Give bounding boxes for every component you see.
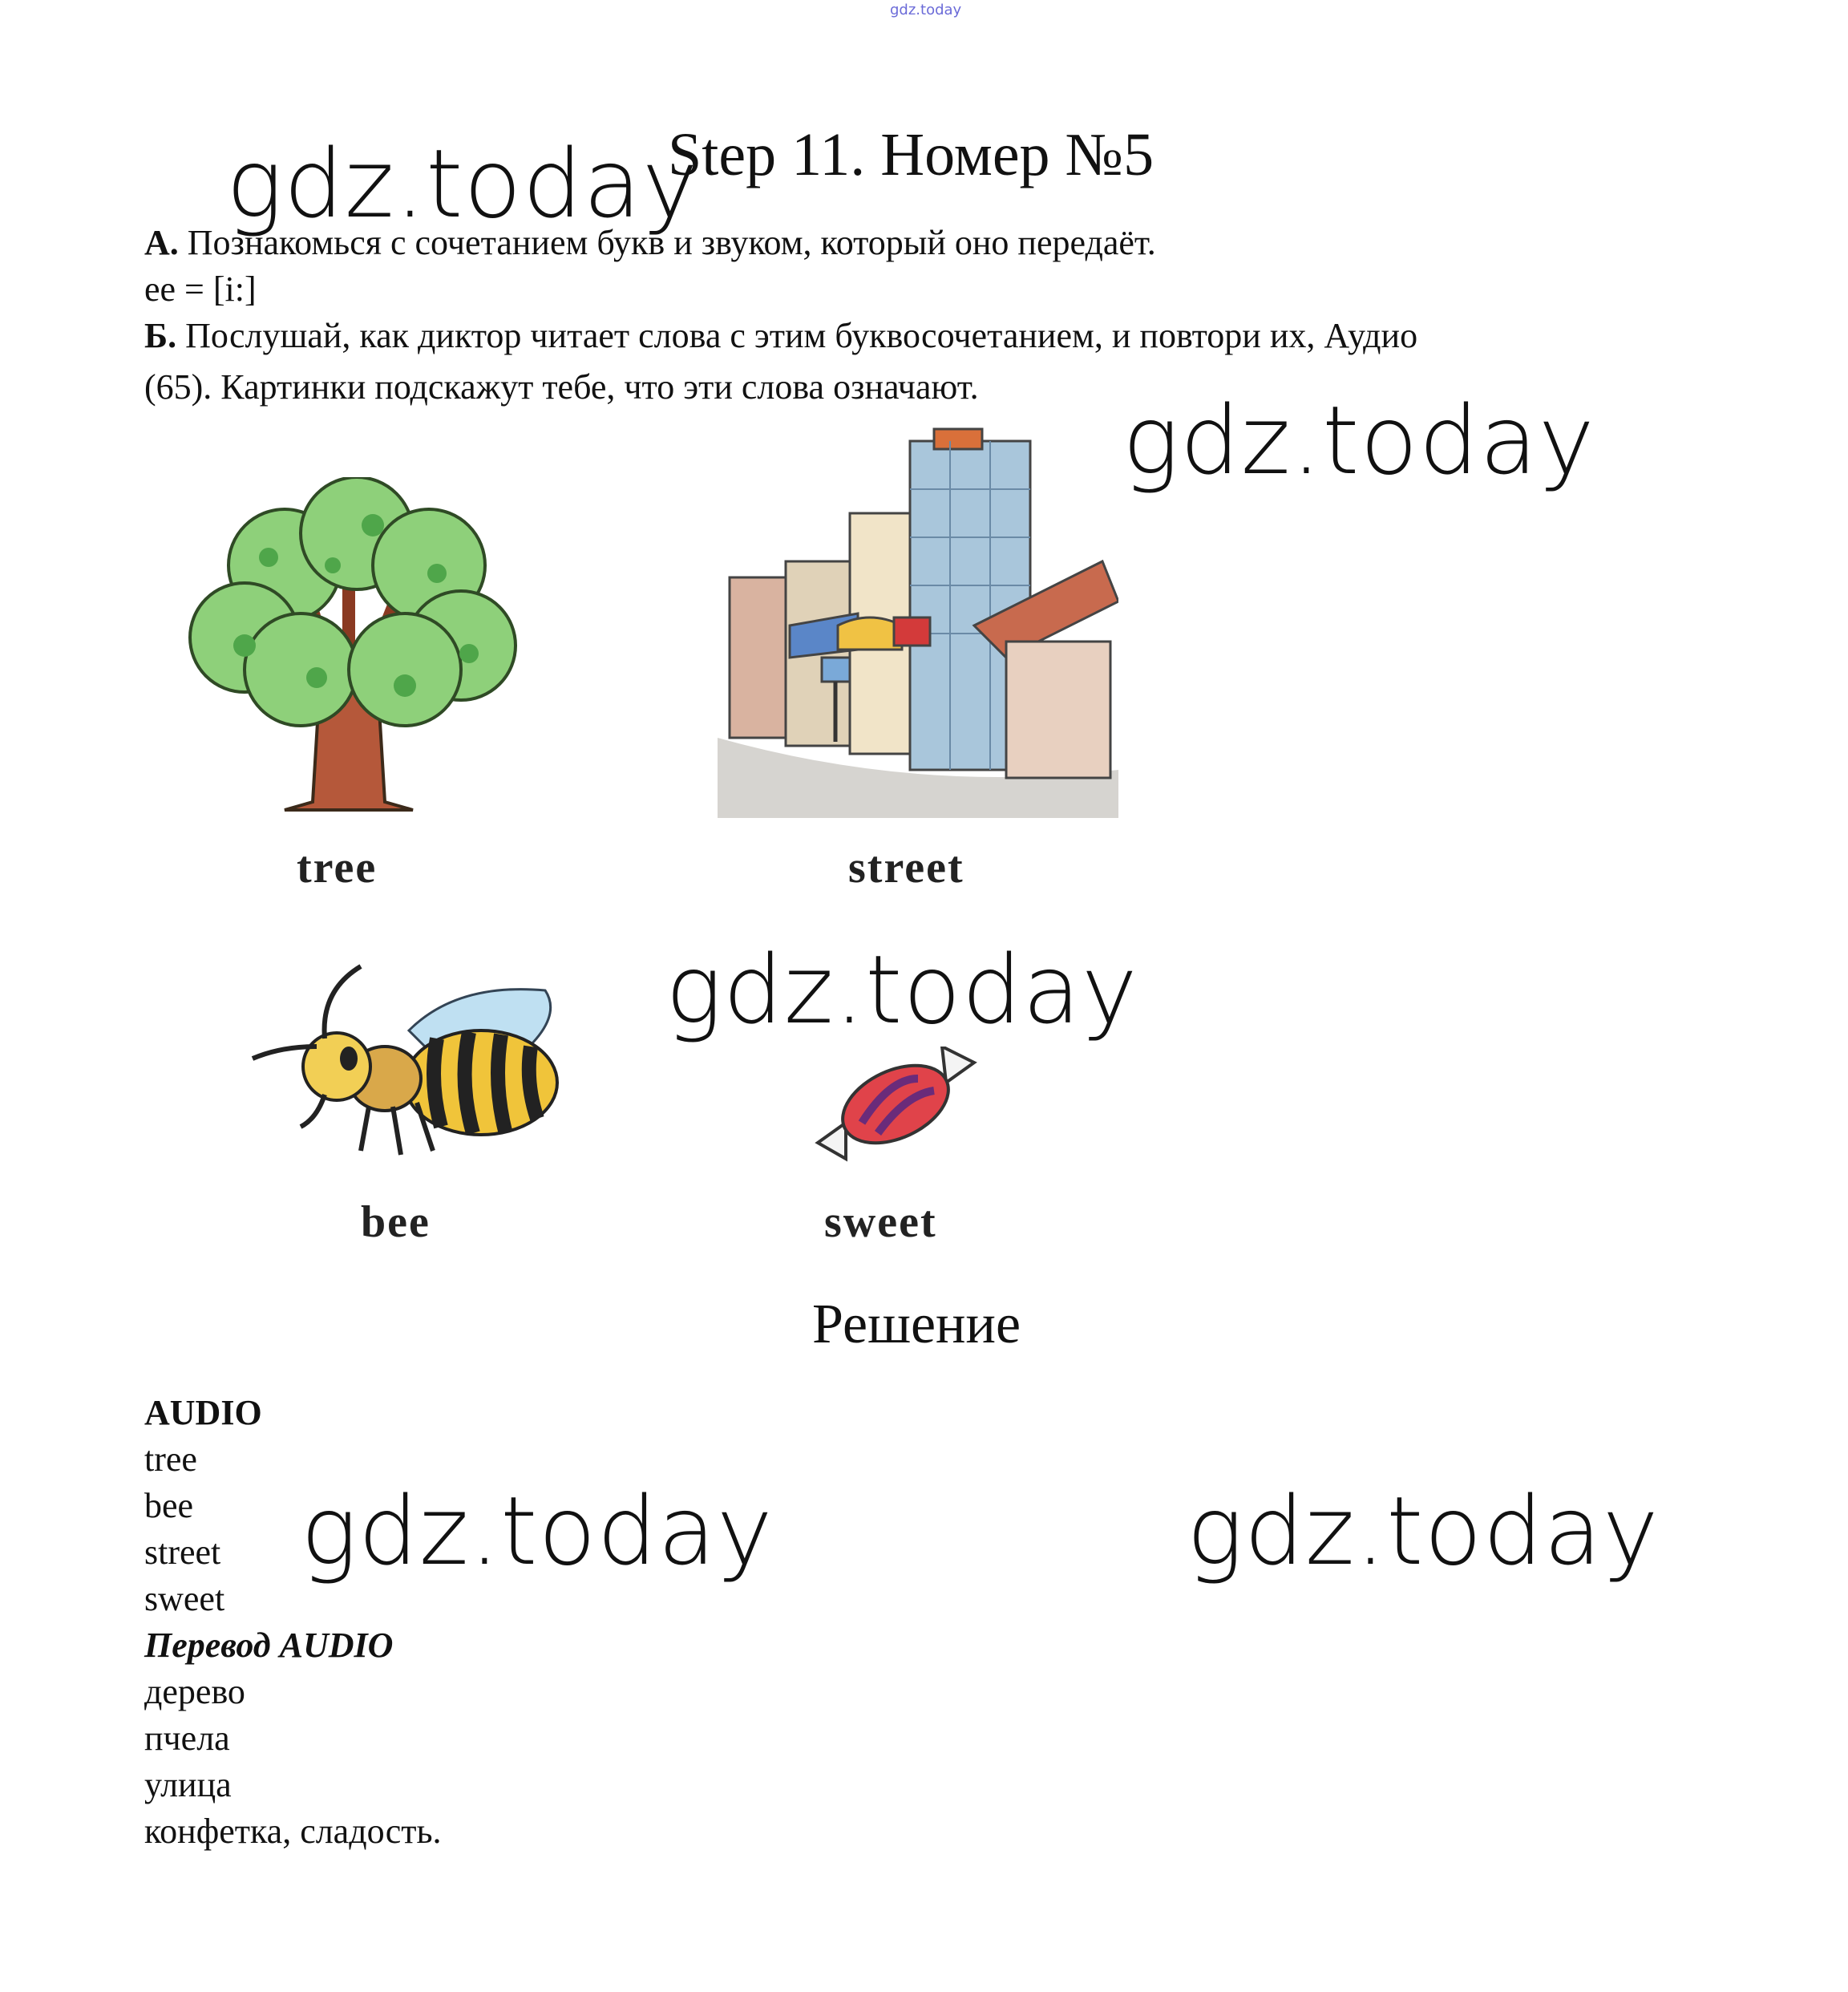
sound-rule: ee = [i:] [144,269,257,309]
task-a: А. Познакомься с сочетанием букв и звуком, который оно передаёт. [144,223,1156,262]
list-item: tree [144,1439,197,1479]
solution-heading: Решение [812,1294,1021,1355]
watermark: gdz.today [665,934,1138,1045]
tree-picture [172,477,525,822]
bee-picture [249,958,569,1183]
audio-heading: AUDIO [144,1393,262,1432]
list-item: пчела [144,1719,230,1758]
caption-tree: tree [297,843,378,893]
caption-sweet: sweet [824,1197,937,1247]
watermark: gdz.today [226,128,699,239]
page-title: Step 11. Номер №5 [668,121,1154,188]
list-item: sweet [144,1579,225,1618]
top-site-watermark: gdz.today [890,2,962,18]
candy-picture [810,1047,982,1167]
list-item: улица [144,1765,232,1804]
translation-heading: Перевод AUDIO [144,1626,394,1665]
caption-bee: bee [361,1197,431,1247]
watermark: gdz.today [1187,1476,1660,1586]
task-b-continued: (65). Картинки подскажут тебе, что эти слова означают. [144,367,979,407]
list-item: street [144,1532,221,1572]
watermark: gdz.today [1122,385,1595,496]
watermark: gdz.today [301,1476,774,1586]
street-picture [718,417,1118,818]
list-item: конфетка, сладость. [144,1812,442,1851]
caption-street: street [848,843,964,893]
task-b: Б. Послушай, как диктор читает слова с этим буквосочетанием, и повтори их, Аудио [144,316,1418,355]
list-item: дерево [144,1672,245,1711]
list-item: bee [144,1486,194,1525]
